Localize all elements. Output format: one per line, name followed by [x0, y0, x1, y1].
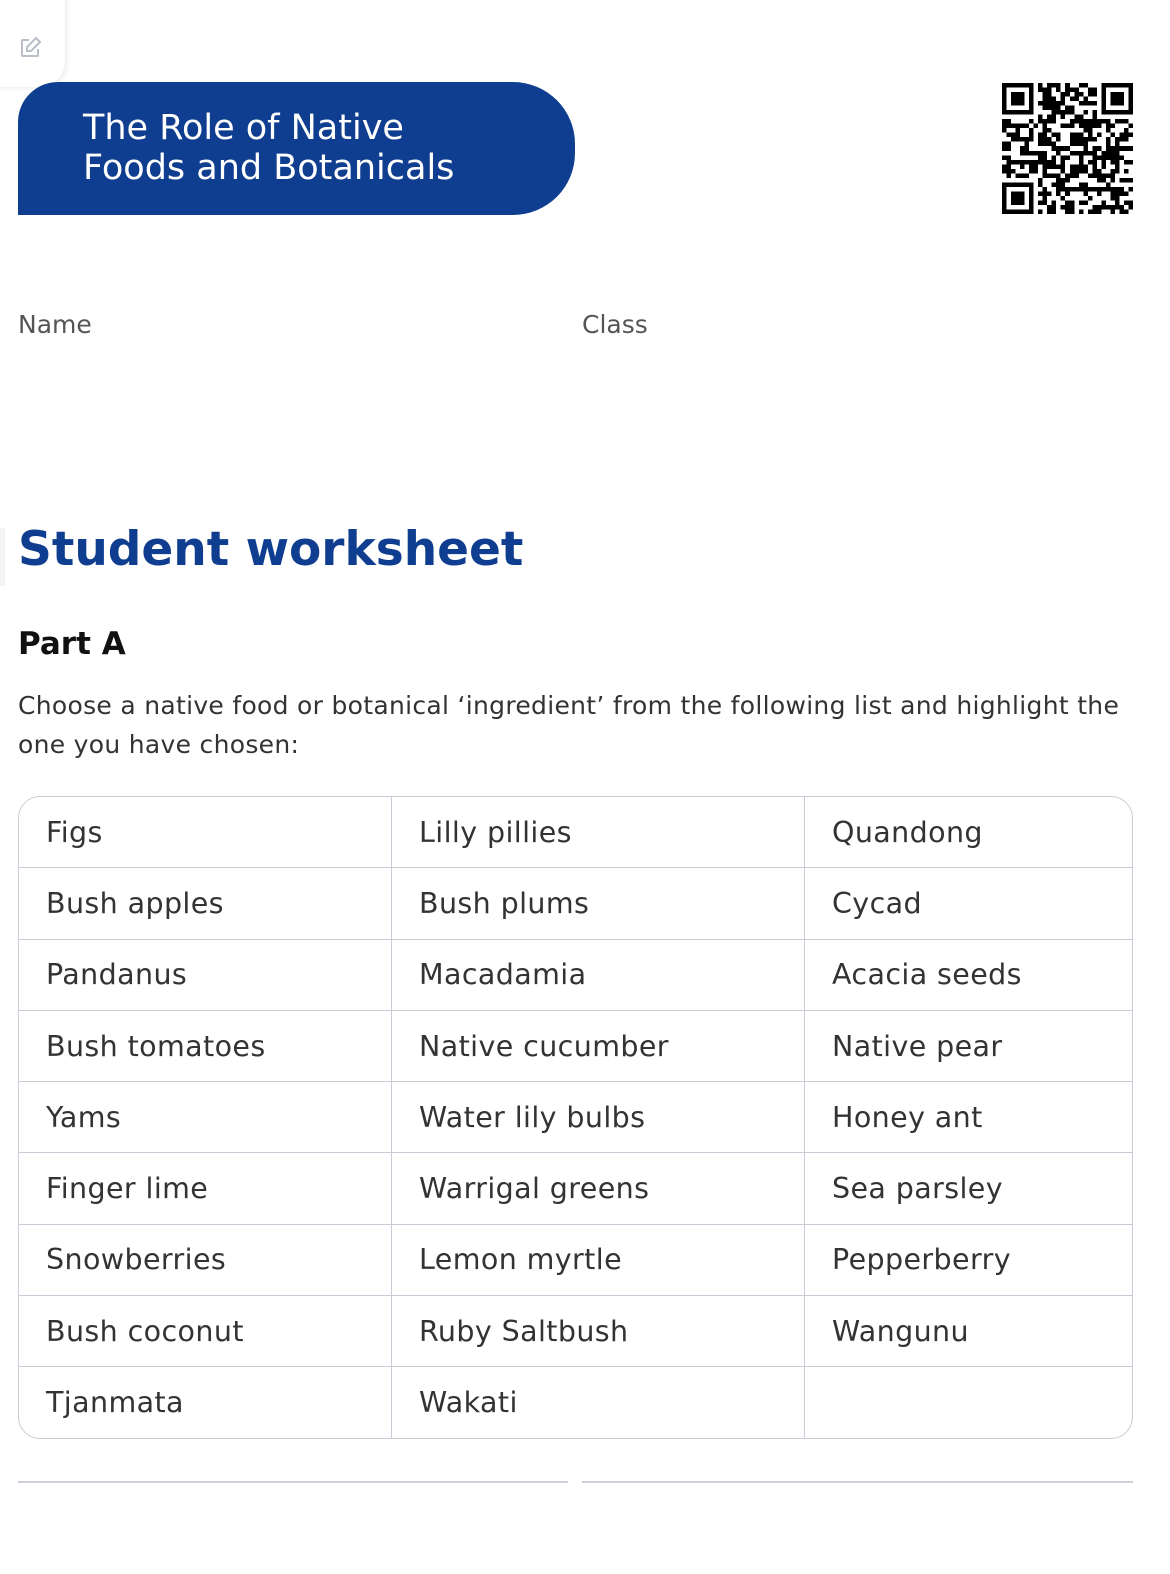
table-row [19, 1153, 1132, 1224]
ingredient-cell[interactable]: Pepperberry [805, 1225, 1132, 1296]
class-label: Class [582, 310, 648, 339]
table-row [19, 940, 1132, 1011]
ingredient-cell[interactable]: Bush coconut [19, 1296, 392, 1367]
edit-icon[interactable] [18, 36, 42, 60]
ingredient-cell[interactable]: Tjanmata [19, 1367, 392, 1437]
table-row [19, 868, 1132, 939]
ingredient-cell[interactable]: Cycad [805, 868, 1132, 939]
ingredient-cell[interactable]: Bush tomatoes [19, 1011, 392, 1082]
ingredient-cell[interactable]: Lemon myrtle [392, 1225, 805, 1296]
ingredient-cell[interactable]: Wangunu [805, 1296, 1132, 1367]
table-row [19, 1011, 1132, 1082]
edit-tab[interactable] [0, 0, 66, 87]
ingredient-cell[interactable]: Bush apples [19, 868, 392, 939]
ingredient-cell[interactable]: Yams [19, 1082, 392, 1153]
ingredient-cell[interactable]: Wakati [392, 1367, 805, 1437]
ingredient-cell[interactable]: Snowberries [19, 1225, 392, 1296]
ingredient-cell[interactable]: Acacia seeds [805, 940, 1132, 1011]
ingredient-cell[interactable]: Bush plums [392, 868, 805, 939]
table-row [19, 1225, 1132, 1296]
table-row [19, 1296, 1132, 1367]
ingredient-cell[interactable]: Pandanus [19, 940, 392, 1011]
name-label: Name [18, 310, 92, 339]
ingredient-cell[interactable]: Lilly pillies [392, 797, 805, 868]
part-a-instructions: Choose a native food or botanical ‘ingredient’ from the following list and highlight the one you have chosen: [18, 691, 1120, 759]
side-marker [0, 528, 5, 586]
ingredient-cell[interactable]: Macadamia [392, 940, 805, 1011]
page-heading: Student worksheet [18, 522, 524, 577]
worksheet-title: The Role of Native Foods and Botanicals [83, 108, 455, 188]
answer-line [582, 1481, 1133, 1483]
ingredient-cell[interactable]: Native cucumber [392, 1011, 805, 1082]
ingredient-cell[interactable]: Native pear [805, 1011, 1132, 1082]
ingredient-table [18, 796, 1133, 1439]
table-row [19, 1367, 1132, 1437]
ingredient-cell[interactable]: Warrigal greens [392, 1153, 805, 1224]
ingredient-cell[interactable] [805, 1367, 1132, 1437]
answer-line [18, 1481, 568, 1483]
ingredient-cell[interactable]: Honey ant [805, 1082, 1132, 1153]
ingredient-cell[interactable]: Sea parsley [805, 1153, 1132, 1224]
ingredient-cell[interactable]: Water lily bulbs [392, 1082, 805, 1153]
table-row [19, 797, 1132, 868]
ingredient-cell[interactable]: Quandong [805, 797, 1132, 868]
title-banner [18, 82, 575, 215]
ingredient-cell[interactable]: Figs [19, 797, 392, 868]
ingredient-cell[interactable]: Finger lime [19, 1153, 392, 1224]
qr-code [1002, 83, 1133, 214]
table-row [19, 1082, 1132, 1153]
part-a-title: Part A [18, 626, 126, 662]
ingredient-cell[interactable]: Ruby Saltbush [392, 1296, 805, 1367]
